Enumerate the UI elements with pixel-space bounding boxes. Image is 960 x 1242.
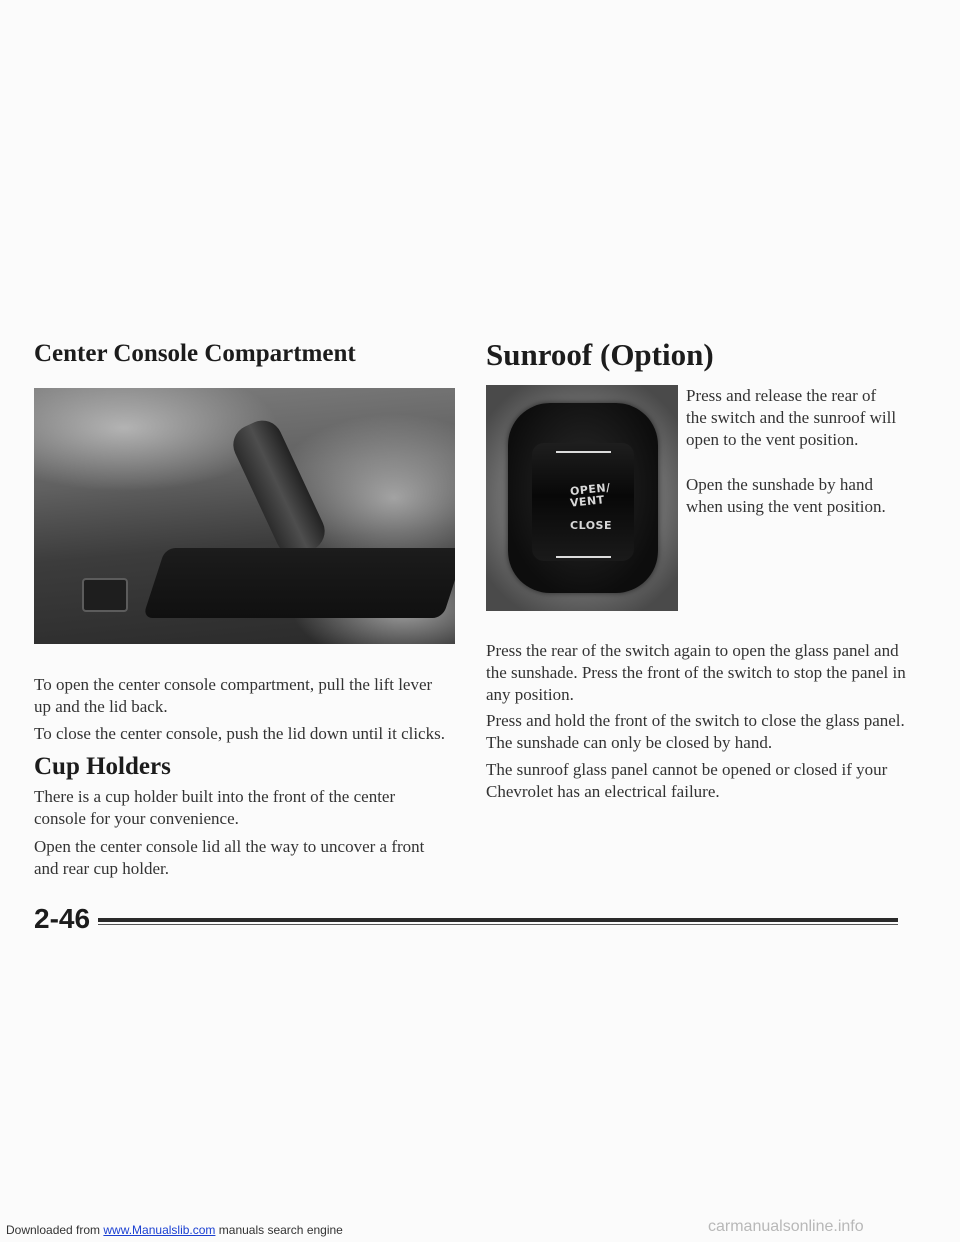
manualslib-link[interactable]: www.Manualslib.com	[103, 1223, 216, 1237]
switch-label-vent: VENT	[569, 493, 606, 510]
armrest-shape	[227, 414, 331, 562]
console-close-text: To close the center console, push the lid down until it clicks.	[34, 724, 445, 743]
sunroof-text-4: Press and hold the front of the switch to close the glass panel. The sunshade can only be closed by hand.	[486, 711, 905, 752]
download-suffix: manuals search engine	[215, 1223, 343, 1237]
sunroof-text-2: Open the sunshade by hand when using the vent position.	[686, 475, 886, 516]
sunroof-switch-photo	[486, 385, 678, 611]
console-open-text: To open the center console compartment, pull the lift lever up and the lid back.	[34, 675, 433, 716]
switch-label-close: CLOSE	[570, 519, 612, 532]
footer-rule	[98, 918, 898, 922]
console-heading: Center Console Compartment	[34, 340, 356, 367]
console-lid-shape	[143, 548, 455, 618]
download-banner	[6, 1223, 343, 1237]
cup-holders-heading: Cup Holders	[34, 753, 171, 780]
sunroof-heading: Sunroof (Option)	[486, 337, 714, 372]
page-number: 2-46	[34, 903, 91, 934]
cup-holders-text-2: Open the center console lid all the way to uncover a front and rear cup holder.	[34, 837, 425, 878]
sunroof-text-5: The sunroof glass panel cannot be opened or closed if your Chevrolet has an electrical failure.	[486, 760, 888, 801]
switch-label-open: OPEN/	[569, 480, 612, 499]
seat-switch-shape	[82, 578, 128, 612]
switch-highlight-bottom	[556, 556, 611, 558]
sunroof-text-1: Press and release the rear of the switch and the sunroof will open to the vent position.	[686, 386, 897, 449]
download-prefix: Downloaded from	[6, 1223, 104, 1237]
watermark: carmanualsonline.info	[708, 1218, 864, 1235]
cup-holders-text-1: There is a cup holder built into the front of the center console for your convenience.	[34, 787, 396, 828]
console-photo	[34, 388, 455, 644]
switch-highlight-top	[556, 451, 611, 453]
footer-rule-thin	[98, 924, 898, 925]
sunroof-text-3: Press the rear of the switch again to open the glass panel and the sunshade. Press the front of the switch to stop the panel in any position.	[486, 641, 906, 704]
